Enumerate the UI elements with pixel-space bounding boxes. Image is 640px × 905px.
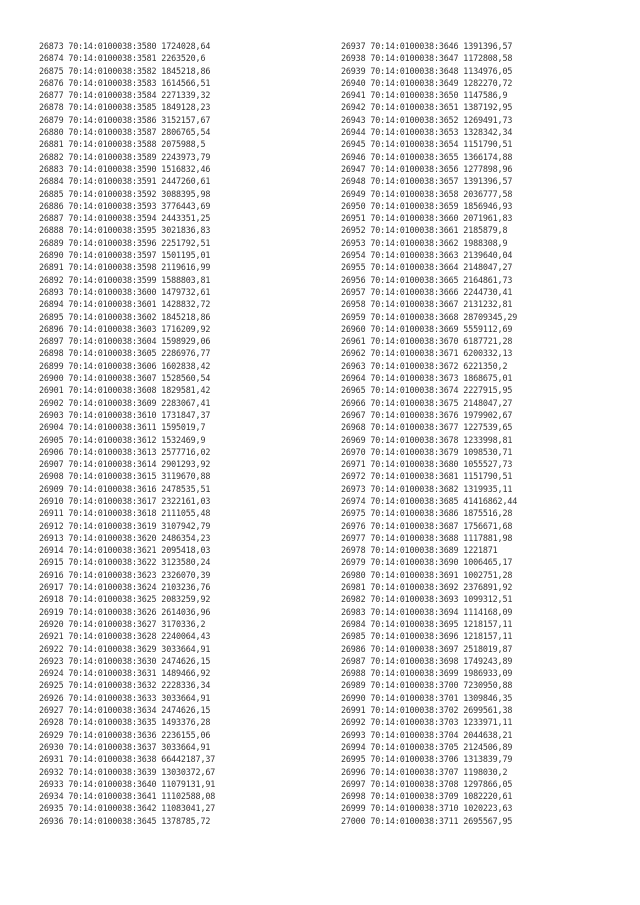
right-column (341, 40, 517, 827)
table-row: 26881 70:14:0100038:3588 2075988,5 (39, 139, 206, 150)
table-row: 26928 70:14:0100038:3635 1493376,28 (39, 717, 211, 728)
table-row: 26883 70:14:0100038:3590 1516832,46 (39, 163, 211, 174)
table-row: 26956 70:14:0100038:3665 2164861,73 (341, 274, 513, 285)
table-row: 26935 70:14:0100038:3642 11083041,27 (39, 803, 216, 814)
table-row: 26988 70:14:0100038:3699 1986933,09 (341, 668, 513, 679)
table-row: 26908 70:14:0100038:3615 3119670,88 (39, 471, 211, 482)
table-row: 26930 70:14:0100038:3637 3033664,91 (39, 741, 211, 752)
table-row: 26946 70:14:0100038:3655 1366174,88 (341, 151, 513, 162)
table-row: 26877 70:14:0100038:3584 2271339,32 (39, 90, 211, 101)
table-row: 26919 70:14:0100038:3626 2614036,96 (39, 606, 211, 617)
table-row: 26897 70:14:0100038:3604 1598929,06 (39, 336, 211, 347)
table-row: 26943 70:14:0100038:3652 1269491,73 (341, 114, 513, 125)
table-row: 26933 70:14:0100038:3640 11079131,91 (39, 778, 216, 789)
table-row: 26950 70:14:0100038:3659 1856946,93 (341, 200, 513, 211)
table-row: 26885 70:14:0100038:3592 3088395,98 (39, 188, 211, 199)
table-row: 26994 70:14:0100038:3705 2124506,89 (341, 741, 513, 752)
table-row: 26924 70:14:0100038:3631 1489466,92 (39, 668, 211, 679)
table-row: 26929 70:14:0100038:3636 2236155,06 (39, 729, 211, 740)
table-row: 26985 70:14:0100038:3696 1218157,11 (341, 631, 513, 642)
table-row: 26882 70:14:0100038:3589 2243973,79 (39, 151, 211, 162)
table-row: 26964 70:14:0100038:3673 1868675,01 (341, 373, 513, 384)
table-row: 26916 70:14:0100038:3623 2326070,39 (39, 569, 211, 580)
table-row: 26965 70:14:0100038:3674 2227915,95 (341, 385, 513, 396)
table-row: 26958 70:14:0100038:3667 2131232,81 (341, 299, 513, 310)
table-row: 26938 70:14:0100038:3647 1172808,58 (341, 53, 513, 64)
table-row: 26905 70:14:0100038:3612 1532469,9 (39, 434, 206, 445)
table-row: 26906 70:14:0100038:3613 2577716,02 (39, 446, 211, 457)
table-row: 26907 70:14:0100038:3614 2901293,92 (39, 459, 211, 470)
table-row: 26888 70:14:0100038:3595 3021836,83 (39, 225, 211, 236)
table-row: 26952 70:14:0100038:3661 2185879,8 (341, 225, 508, 236)
table-row: 26967 70:14:0100038:3676 1979902,67 (341, 409, 513, 420)
table-row: 26886 70:14:0100038:3593 3776443,69 (39, 200, 211, 211)
table-row: 26891 70:14:0100038:3598 2119616,99 (39, 262, 211, 273)
table-row: 26925 70:14:0100038:3632 2228336,34 (39, 680, 211, 691)
table-row: 26991 70:14:0100038:3702 2699561,38 (341, 705, 513, 716)
table-row: 26996 70:14:0100038:3707 1198030,2 (341, 766, 508, 777)
table-row: 26896 70:14:0100038:3603 1716209,92 (39, 323, 211, 334)
table-row: 26934 70:14:0100038:3641 11102588,08 (39, 791, 216, 802)
table-row: 26901 70:14:0100038:3608 1829581,42 (39, 385, 211, 396)
table-row: 26972 70:14:0100038:3681 1151790,51 (341, 471, 513, 482)
table-row: 26890 70:14:0100038:3597 1501195,01 (39, 250, 211, 261)
table-row: 26963 70:14:0100038:3672 6221350,2 (341, 360, 508, 371)
table-row: 26961 70:14:0100038:3670 6187721,28 (341, 336, 513, 347)
table-row: 26923 70:14:0100038:3630 2474626,15 (39, 655, 211, 666)
table-row: 26980 70:14:0100038:3691 1002751,28 (341, 569, 513, 580)
table-row: 26983 70:14:0100038:3694 1114168,09 (341, 606, 513, 617)
table-row: 26920 70:14:0100038:3627 3170336,2 (39, 618, 206, 629)
table-row: 26941 70:14:0100038:3650 1147586,9 (341, 90, 508, 101)
table-row: 26879 70:14:0100038:3586 3152157,67 (39, 114, 211, 125)
table-row: 26990 70:14:0100038:3701 1309846,35 (341, 692, 513, 703)
table-row: 26898 70:14:0100038:3605 2286976,77 (39, 348, 211, 359)
table-row: 26902 70:14:0100038:3609 2283067,41 (39, 397, 211, 408)
table-row: 26970 70:14:0100038:3679 1098530,71 (341, 446, 513, 457)
table-row: 26947 70:14:0100038:3656 1277898,96 (341, 163, 513, 174)
table-row: 26903 70:14:0100038:3610 1731847,37 (39, 409, 211, 420)
table-row: 26960 70:14:0100038:3669 5559112,69 (341, 323, 513, 334)
table-row: 26892 70:14:0100038:3599 1588803,81 (39, 274, 211, 285)
table-row: 26951 70:14:0100038:3660 2071961,83 (341, 213, 513, 224)
table-row: 26966 70:14:0100038:3675 2148047,27 (341, 397, 513, 408)
table-row: 27000 70:14:0100038:3711 2695567,95 (341, 815, 513, 826)
table-row: 26955 70:14:0100038:3664 2148047,27 (341, 262, 513, 273)
table-row: 26939 70:14:0100038:3648 1134976,05 (341, 65, 513, 76)
table-row: 26957 70:14:0100038:3666 2244730,41 (341, 286, 513, 297)
table-row: 26904 70:14:0100038:3611 1595019,7 (39, 422, 206, 433)
table-row: 26911 70:14:0100038:3618 2111055,48 (39, 508, 211, 519)
table-row: 26953 70:14:0100038:3662 1988308,9 (341, 237, 508, 248)
table-row: 26936 70:14:0100038:3645 1378785,72 (39, 815, 211, 826)
table-row: 26894 70:14:0100038:3601 1428832,72 (39, 299, 211, 310)
table-row: 26968 70:14:0100038:3677 1227539,65 (341, 422, 513, 433)
table-row: 26922 70:14:0100038:3629 3033664,91 (39, 643, 211, 654)
left-column (39, 40, 215, 827)
table-row: 26978 70:14:0100038:3689 1221871 (341, 545, 498, 556)
table-row: 26899 70:14:0100038:3606 1602838,42 (39, 360, 211, 371)
table-row: 26949 70:14:0100038:3658 2036777,58 (341, 188, 513, 199)
table-row: 26971 70:14:0100038:3680 1055527,73 (341, 459, 513, 470)
table-row: 26874 70:14:0100038:3581 2263520,6 (39, 53, 206, 64)
table-row: 26931 70:14:0100038:3638 66442187,37 (39, 754, 216, 765)
table-row: 26987 70:14:0100038:3698 1749243,89 (341, 655, 513, 666)
table-row: 26921 70:14:0100038:3628 2240064,43 (39, 631, 211, 642)
table-row: 26954 70:14:0100038:3663 2139640,04 (341, 250, 513, 261)
table-row: 26993 70:14:0100038:3704 2044638,21 (341, 729, 513, 740)
table-row: 26986 70:14:0100038:3697 2518019,87 (341, 643, 513, 654)
table-row: 26974 70:14:0100038:3685 41416862,44 (341, 495, 518, 506)
table-row: 26937 70:14:0100038:3646 1391396,57 (341, 41, 513, 51)
table-row: 26926 70:14:0100038:3633 3033664,91 (39, 692, 211, 703)
table-row: 26917 70:14:0100038:3624 2103236,76 (39, 582, 211, 593)
table-row: 26995 70:14:0100038:3706 1313839,79 (341, 754, 513, 765)
table-row: 26989 70:14:0100038:3700 7230950,88 (341, 680, 513, 691)
table-row: 26912 70:14:0100038:3619 3107942,79 (39, 520, 211, 531)
table-row: 26959 70:14:0100038:3668 28709345,29 (341, 311, 518, 322)
table-row: 26982 70:14:0100038:3693 1099312,51 (341, 594, 513, 605)
table-row: 26984 70:14:0100038:3695 1218157,11 (341, 618, 513, 629)
table-row: 26915 70:14:0100038:3622 3123580,24 (39, 557, 211, 568)
table-row: 26910 70:14:0100038:3617 2322161,03 (39, 495, 211, 506)
table-row: 26973 70:14:0100038:3682 1319935,11 (341, 483, 513, 494)
table-row: 26878 70:14:0100038:3585 1849128,23 (39, 102, 211, 113)
table-row: 26932 70:14:0100038:3639 13030372,67 (39, 766, 216, 777)
table-row: 26880 70:14:0100038:3587 2806765,54 (39, 127, 211, 138)
table-row: 26876 70:14:0100038:3583 1614566,51 (39, 77, 211, 88)
table-row: 26945 70:14:0100038:3654 1151790,51 (341, 139, 513, 150)
table-row: 26927 70:14:0100038:3634 2474626,15 (39, 705, 211, 716)
table-row: 26948 70:14:0100038:3657 1391396,57 (341, 176, 513, 187)
table-row: 26900 70:14:0100038:3607 1528560,54 (39, 373, 211, 384)
table-row: 26887 70:14:0100038:3594 2443351,25 (39, 213, 211, 224)
table-row: 26918 70:14:0100038:3625 2083259,92 (39, 594, 211, 605)
table-row: 26976 70:14:0100038:3687 1756671,68 (341, 520, 513, 531)
table-row: 26893 70:14:0100038:3600 1479732,61 (39, 286, 211, 297)
table-row: 26909 70:14:0100038:3616 2478535,51 (39, 483, 211, 494)
table-row: 26944 70:14:0100038:3653 1328342,34 (341, 127, 513, 138)
table-row: 26962 70:14:0100038:3671 6200332,13 (341, 348, 513, 359)
table-row: 26940 70:14:0100038:3649 1282270,72 (341, 77, 513, 88)
table-row: 26875 70:14:0100038:3582 1845218,86 (39, 65, 211, 76)
table-row: 26981 70:14:0100038:3692 2376891,92 (341, 582, 513, 593)
table-row: 26889 70:14:0100038:3596 2251792,51 (39, 237, 211, 248)
table-row: 26997 70:14:0100038:3708 1297866,05 (341, 778, 513, 789)
table-row: 26999 70:14:0100038:3710 1020223,63 (341, 803, 513, 814)
table-row: 26977 70:14:0100038:3688 1117881,98 (341, 532, 513, 543)
table-row: 26969 70:14:0100038:3678 1233998,81 (341, 434, 513, 445)
table-row: 26979 70:14:0100038:3690 1006465,17 (341, 557, 513, 568)
table-row: 26873 70:14:0100038:3580 1724028,64 (39, 41, 211, 51)
table-row: 26884 70:14:0100038:3591 2447260,61 (39, 176, 211, 187)
table-row: 26992 70:14:0100038:3703 1233971,11 (341, 717, 513, 728)
table-row: 26895 70:14:0100038:3602 1845218,86 (39, 311, 211, 322)
table-row: 26914 70:14:0100038:3621 2095418,03 (39, 545, 211, 556)
table-row: 26913 70:14:0100038:3620 2486354,23 (39, 532, 211, 543)
table-row: 26998 70:14:0100038:3709 1082220,61 (341, 791, 513, 802)
table-row: 26975 70:14:0100038:3686 1875516,28 (341, 508, 513, 519)
table-row: 26942 70:14:0100038:3651 1387192,95 (341, 102, 513, 113)
